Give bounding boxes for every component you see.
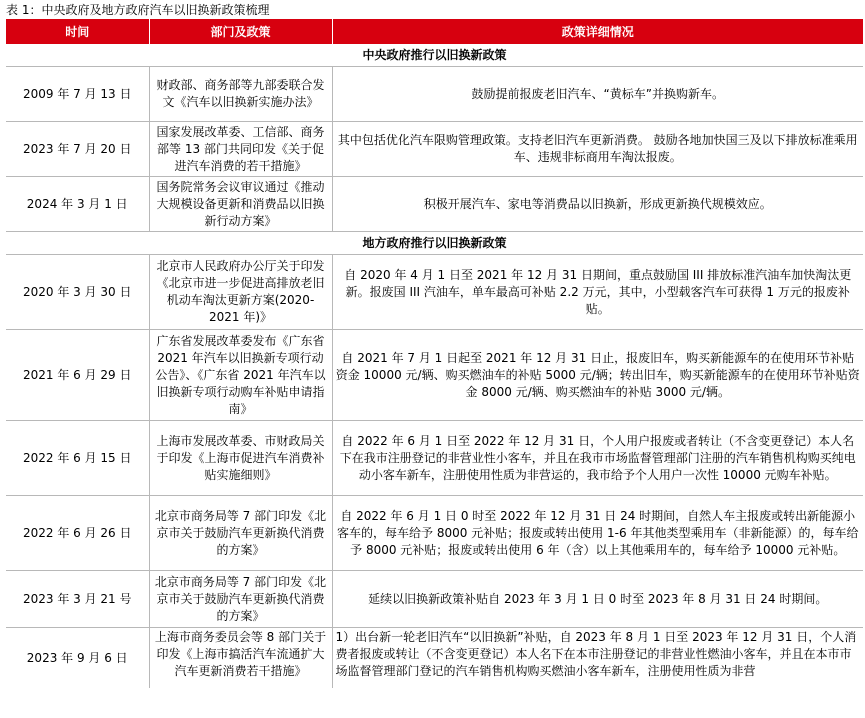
cell-dept: 上海市商务委员会等 8 部门关于印发《上海市搞活汽车流通扩大汽车更新消费若干措施》 xyxy=(149,628,332,689)
cell-dept: 财政部、商务部等九部委联合发文《汽车以旧换新实施办法》 xyxy=(149,67,332,122)
table-row xyxy=(6,571,863,628)
cell-time: 2009 年 7 月 13 日 xyxy=(6,67,149,122)
cell-dept: 北京市人民政府办公厅关于印发《北京市进一步促进高排放老旧机动车淘汰更新方案(2020-2021 年)》 xyxy=(149,255,332,330)
cell-dept: 国家发展改革委、工信部、商务部等 13 部门共同印发《关于促进汽车消费的若干措施》 xyxy=(149,122,332,177)
cell-time: 2022 年 6 月 26 日 xyxy=(6,496,149,571)
cell-detail: 自 2021 年 7 月 1 日起至 2021 年 12 月 31 日止，报废旧车，购买新能源车的在使用环节补贴资金 10000 元/辆、购买燃油车的补贴 5000 元/辆；转出旧车，购买新能源车的在使用环节补贴资金 8000 元/辆、购买燃油车的补贴 3000 元/辆。 xyxy=(332,330,863,421)
section-title-local: 地方政府推行以旧换新政策 xyxy=(6,232,863,255)
cell-detail: 自 2020 年 4 月 1 日至 2021 年 12 月 31 日期间，重点鼓励国 III 排放标准汽油车加快淘汰更新。报废国 III 汽油车，单车最高可补贴 2.2 万元，其中，小型载客汽车可获得 1 万元的报废补贴。 xyxy=(332,255,863,330)
table-row xyxy=(6,330,863,421)
cell-dept: 上海市发展改革委、市财政局关于印发《上海市促进汽车消费补贴实施细则》 xyxy=(149,421,332,496)
cell-detail: 其中包括优化汽车限购管理政策。支持老旧汽车更新消费。 鼓励各地加快国三及以下排放标准乘用车、违规非标商用车淘汰报废。 xyxy=(332,122,863,177)
table-row xyxy=(6,255,863,330)
cell-detail: 鼓励提前报废老旧汽车、“黄标车”并换购新车。 xyxy=(332,67,863,122)
cell-dept: 北京市商务局等 7 部门印发《北京市关于鼓励汽车更新换代消费的方案》 xyxy=(149,571,332,628)
cell-time: 2023 年 3 月 21 号 xyxy=(6,571,149,628)
table-header-row xyxy=(6,19,863,44)
cell-detail: 自 2022 年 6 月 1 日至 2022 年 12 月 31 日，个人用户报废或者转让（不含变更登记）本人名下在我市注册登记的非营业性小客车，并且在我市市场监督管理部门注册的汽车销售机构购买纯电动小客车新车，注册使用性质为非营运的，我市给予个人用户一次性 10000 元购车补贴。 xyxy=(332,421,863,496)
cell-dept: 北京市商务局等 7 部门印发《北京市关于鼓励汽车更新换代消费的方案》 xyxy=(149,496,332,571)
cell-detail: 延续以旧换新政策补贴自 2023 年 3 月 1 日 0 时至 2023 年 8 月 31 日 24 时期间。 xyxy=(332,571,863,628)
header-detail: 政策详细情况 xyxy=(332,19,863,44)
cell-time: 2021 年 6 月 29 日 xyxy=(6,330,149,421)
table-caption: 表 1：中央政府及地方政府汽车以旧换新政策梳理 xyxy=(6,3,270,17)
table-row xyxy=(6,496,863,571)
header-time: 时间 xyxy=(6,19,149,44)
cell-time: 2023 年 9 月 6 日 xyxy=(6,628,149,689)
section-row-local xyxy=(6,232,863,255)
cell-time: 2023 年 7 月 20 日 xyxy=(6,122,149,177)
table-row xyxy=(6,628,863,689)
policy-table xyxy=(6,19,863,688)
header-dept: 部门及政策 xyxy=(149,19,332,44)
table-row xyxy=(6,421,863,496)
table-row xyxy=(6,67,863,122)
cell-detail: 1）出台新一轮老旧汽车“以旧换新”补贴，自 2023 年 8 月 1 日至 2023 年 12 月 31 日，个人消费者报废或转让（不含变更登记）本人名下在本市注册登记的非营业性燃油小客车，并且在本市市场监督管理部门登记的汽车销售机构购买燃油小客车新车，注册使用性质为非营 xyxy=(335,630,857,678)
cell-detail: 积极开展汽车、家电等消费品以旧换新，形成更新换代规模效应。 xyxy=(332,177,863,232)
cell-time: 2024 年 3 月 1 日 xyxy=(6,177,149,232)
cell-dept: 国务院常务会议审议通过《推动大规模设备更新和消费品以旧换新行动方案》 xyxy=(149,177,332,232)
section-title-central: 中央政府推行以旧换新政策 xyxy=(6,44,863,67)
cell-time: 2022 年 6 月 15 日 xyxy=(6,421,149,496)
section-row-central xyxy=(6,44,863,67)
table-row xyxy=(6,122,863,177)
cell-detail: 自 2022 年 6 月 1 日 0 时至 2022 年 12 月 31 日 24 时期间，自然人车主报废或转出新能源小客车的，每车给予 8000 元补贴；报废或转出使用 1-6 年其他类型乘用车（非新能源）的，每车给予 8000 元补贴；报废或转出使用 6 年（含）以上其他乘用车的，每车给予 10000 元补贴。 xyxy=(332,496,863,571)
table-row xyxy=(6,177,863,232)
cell-time: 2020 年 3 月 30 日 xyxy=(6,255,149,330)
cell-dept: 广东省发展改革委发布《广东省 2021 年汽车以旧换新专项行动公告》、《广东省 2021 年汽车以旧换新专项行动购车补贴申请指南》 xyxy=(149,330,332,421)
